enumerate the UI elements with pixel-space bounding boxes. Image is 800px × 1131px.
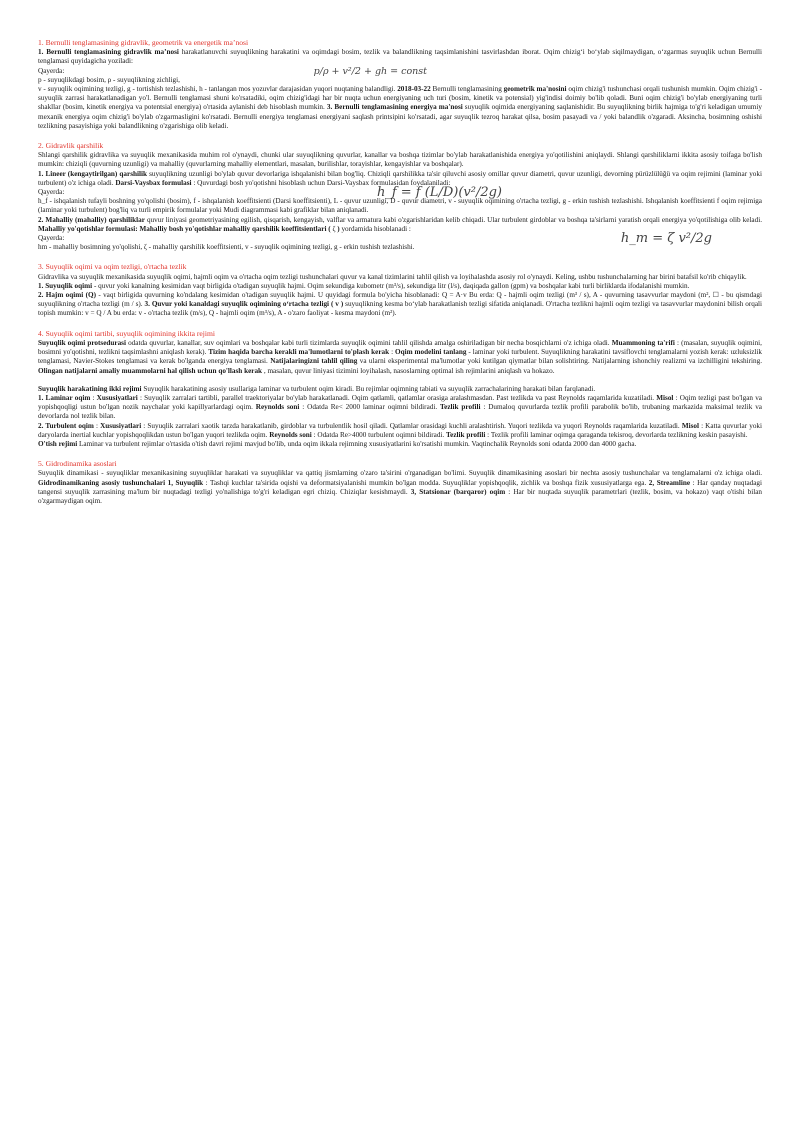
section-title: 5. Gidrodinamika asoslari xyxy=(38,459,117,469)
equation-row xyxy=(38,231,762,247)
paragraph: 2. Turbulent oqim : Xususiyatlari : Suyuqlik zarralari xaotik tarzda harakatlanib, girdoblar va turbulentlik hosil qiladi. Qatlamlar orasidagi kuchli aralashtirish. Yuqori tezlikda va yuqori Reynolds raqamlarida kuzatiladi. Misol : Katta quvurlar yoki daryolarda inertial kuchlar yopishqoqlikdan ustun bo'lgan yuqori tezlikda oqim. Reynolds soni : Odatda Re>4000 turbulent oqimni bildiradi. Tezlik profili : Tezlik profili laminar oqimga qaraganda tekisroq, devorlarda tezlikning keskin pasayishi. xyxy=(38,421,762,439)
paragraph: hm - mahalliy bosimning yo'qolishi, ζ - mahalliy qarshilik koeffitsienti, v - suyuqlik oqimining tezligi, g - erkin tushish tezlashishi. xyxy=(38,243,415,252)
section-bernoulli xyxy=(38,38,762,131)
paragraph: 1. Bernulli tenglamasining gidravlik ma’nosi harakatlanuvchi suyuqlikning harakatini va oqimdagi bosim, tezlik va balandlikning taqsimlanishini tasvirlashdan iborat. Oqim chizig‘i bo‘ylab siqilmaydigan, o‘zgarmas suyuqlik uchun Bernulli tenglamasi quyidagicha yoziladi: xyxy=(38,48,762,66)
equation-row xyxy=(38,67,762,76)
variables-line: p - suyuqlikdagi bosim, ρ - suyuqlikning zichligi, xyxy=(38,75,180,84)
bernoulli-equation: p/ρ + v²/2 + gh = const xyxy=(313,65,427,77)
document-page xyxy=(38,38,762,516)
section-title: 4. Suyuqlik oqimi tartibi, suyuqlik oqimining ikkita rejimi xyxy=(38,328,215,338)
paragraph: 1. Laminar oqim : Xususiyatlari : Suyuqlik zarralari tartibli, parallel traektoriyalar bo'ylab harakatlanadi. Oqim qatlamli, qatlamlar orasiga aralashmasdan. Past tezlikda va past Reynolds raqamlarida kuzatiladi. Misol : Oqim tezligi past bo'lgan va yopishqoqligi ustun bo'lgan nozik naychalar yoki kapillyarlardagi oqim. Reynolds soni : Odatda Re< 2000 laminar oqimni bildiradi. Tezlik profili : Dumaloq quvurlarda tezlik profili parabolik bo'lib, trubaning markazida maksimal tezlik va devorlarda nol tezlik bilan. xyxy=(38,393,762,421)
paragraph: v - suyuqlik oqimining tezligi, g - tortishish tezlashishi, h - tanlangan mos yozuvlar darajasidan yuqori nuqtaning balandligi. 2018-03-22 Bernulli tenglamasining geometrik ma'nosini oqim chizig'i tushunchasi orqali tushunish mumkin. Oqim chizig'i - suyuqlik zarrasi harakatlanadigan yo'l. Bernulli tenglamasi shuni ko'rsatadiki, oqim chizig'idagi har bir nuqta uchun energiyaning uch turi (bosim, kinetik va potensial) yig'indisi doimiy bo'lib qoladi. Buni oqim chizig'i bo'ylab energiyaning turli shakllar (bosim, kinetik energiya va potentsial energiya) o'rtasida aylanishi deb hisoblash mumkin. 3. Bernulli tenglamasining energiya ma'nosi suyuqlik oqimida energiyaning saqlanishidir. Bu suyuqlikning birlik hajmiga to'g'ri keladigan umumiy mexanik energiya oqim chizig'i bo'ylab o'zgarmasligini ko'rsatadi. Bernulli energiya tenglamasi energiyani saqlash printsipini ko'rsatadi, agar suyuqlik tezroq harakat qilsa, bosim pasayadi va / yoki balandlik o'zgaradi. Aksincha, bosimning oshishi tezlikning pasayishiga yoki balandlikning o'zgarishiga olib keladi. xyxy=(38,85,762,130)
paragraph: Shlangi qarshilik gidravlika va suyuqlik mexanikasida muhim rol o'ynaydi, chunki ular suyuqlikning quvurlar, kanallar va boshqa tizimlar bo'ylab harakatlanishida energiya yo'qotilishini aniqlaydi. Shlangi qarshiliklarni ikkita asosiy toifaga bo'lish mumkin: chiziqli (quvurning uzunligi) va mahalliy (quvurlarning mahalliy elementlari, masalan, burilishlar, torayishlar, kengayishlar va boshqalar). xyxy=(38,151,762,169)
paragraph: O'tish rejimi Laminar va turbulent rejimlar o'rtasida o'tish davri rejimi mavjud bo'lib, unda oqim ikkala rejimning xususiyatlarini ko'rsatishi mumkin. Vaqtinchalik Reynolds soni odatda 2000 dan 4000 gacha. xyxy=(38,439,637,448)
where-label: Qayerda: xyxy=(38,66,65,75)
paragraph: Suyuqlik dinamikasi - suyuqliklar mexanikasining suyuqliklar harakati va suyuqliklar va qattiq jismlarning o'zaro ta'sirini o'rganadigan bo'limi. Suyuqlik dinamikasining asoslari bir nechta asosiy tushunchalar va tenglamalarni o'z ichiga oladi. Gidrodinamikaning asosiy tushunchalari 1, Suyuqlik : Tashqi kuchlar ta'sirida oqishi va deformatsiyalanishi mumkin bo'lgan modda. Suyuqliklar yopishqoqlik, zichlik va boshqa fizik xususiyatlarga ega. 2, Streamline : Har qanday nuqtadagi tangensi suyuqlik zarrasining ma'lum bir nuqtadagi tezligi yo'nalishiga to'g'ri keladigan egri chiziq. Chiziqlar kesishmaydi. 3, Statsionar (barqaror) oqim : Har bir nuqtada suyuqlik parametrlari (tezlik, bosim, va hokazo) vaqt o'tishi bilan o'zgarmaydigan oqim. xyxy=(38,469,763,505)
paragraph: h_f - ishqalanish tufayli boshning yo'qolishi (bosim), f - ishqalanish koeffitsienti (Darsi koeffitsienti), L - quvur uzunligi, D - quvur diametri, v - suyuqlik oqimining o'rtacha tezligi, g - erkin tushish tezlashishi. Ishqalanish koeffitsienti f oqim rejimiga (laminar yoki turbulent) bog'liq va turli empirik formulalar yoki Mudi diagrammasi kabi grafiklar bilan aniqlanadi. xyxy=(38,197,762,215)
local-loss-equation: h_m = ζ v²/2g xyxy=(620,231,712,247)
darcy-weisbach-equation: h_f = f (L/D)(v²/2g) xyxy=(376,185,502,201)
equation-row xyxy=(38,185,762,201)
where-label: Qayerda: xyxy=(38,234,65,243)
where-label: Qayerda: xyxy=(38,188,65,197)
section-flow-regimes xyxy=(38,329,762,449)
section-hydrodynamics xyxy=(38,459,762,506)
paragraph: Gidravlika va suyuqlik mexanikasida suyuqlik oqimi, hajmli oqim va o'rtacha oqim tezligi tushunchalari quvur va kanal tizimlarini tahlil qilish va loyihalashda asosiy rol o'ynaydi. Keling, ushbu tushunchalarning har birini batafsil ko'rib chiqaylik. xyxy=(38,272,747,281)
paragraph: Suyuqlik harakatining ikki rejimi Suyuqlik harakatining asosiy usullariga laminar va turbulent oqim kiradi. Bu rejimlar oqimning tabiati va suyuqlik zarrachalarining harakati bilan farqlanadi. xyxy=(38,384,596,393)
section-title: 2. Gidravlik qarshilik xyxy=(38,141,104,151)
paragraph: 2. Mahalliy (mahalliy) qarshiliklar quvur liniyasi geometriyasining egilish, qisqarish, kengayish, valflar va armatura kabi o'zgarishlaridan kelib chiqadi. Ular turbulent girdoblar va boshqa ta'sirlarni yaratish orqali energiya yo'qotilishiga olib keladi. Mahalliy yo'qotishlar formulasi: Mahalliy bosh yo'qotishlar mahalliy qarshilik koeffitsientlari ( ζ ) yordamida hisoblanadi : xyxy=(38,215,762,233)
paragraph: 1. Suyuqlik oqimi - quvur yoki kanalning kesimidan vaqt birligida o'tadigan suyuqlik hajmi. Oqim sekundiga kubometr (m³/s), sekundiga litr (l/s), daqiqada gallon (gpm) va boshqalar kabi turli birliklarda ifodalanishi mumkin. xyxy=(38,281,690,290)
section-flow-rate xyxy=(38,262,762,318)
paragraph: 2. Hajm oqimi (Q) - vaqt birligida quvurning ko'ndalang kesimidan o'tadigan suyuqlik hajmi. U quyidagi formula bo'yicha hisoblanadi: Q = A·v Bu erda: Q - hajmli oqim tezligi (m³ / s), A - quvurning tasavvurlar maydoni (m², ☐ - bu qismdagi suyuqlikning o'rtacha tezligi (m / s). 3. Quvur yoki kanaldagi suyuqlik oqimining o‘rtacha tezligi ( v ) suyuqlikning kesma bo‘ylab harakatlanish tezligi sifatida aniqlanadi. O'rtacha tezlikni hajmli oqim tezligi va tasavvurlar maydonini bilish orqali topish mumkin: v = Q / A bu erda: v - o'rtacha tezlik (m/s), Q - hajmli oqim (m³/s), A - o'zaro faoliyat - kesma maydoni (m²). xyxy=(38,291,763,318)
section-hydraulic-resistance xyxy=(38,141,762,252)
section-title: 1. Bernulli tenglamasining gidravlik, geometrik va energetik ma’nosi xyxy=(38,38,249,47)
paragraph: 1. Lineer (kengaytirilgan) qarshilik suyuqlikning uzunligi bo'ylab quvur devorlariga ishqalanishi bilan bog'liq. Chiziqli qarshilikka ta'sir qiluvchi asosiy omillar quvur diametri, quvur uzunligi, devorning pürüzlülüğü va oqim rejimini (laminar yoki turbulent) o'z ichiga oladi. Darsi-Vaysbax formulasi : Quvurdagi bosh yo'qotishni hisoblash uchun Darsi-Vaysbax formulasidan foydalaniladi: xyxy=(38,169,762,187)
section-title: 3. Suyuqlik oqimi va oqim tezligi, o'rtacha tezlik xyxy=(38,262,187,272)
paragraph: Suyuqlik oqimi protsedurasi odatda quvurlar, kanallar, suv oqimlari va boshqalar kabi turli tizimlarda suyuqlik oqimini tahlil qilishda amalga oshiriladigan bir necha bosqichlarni o'z ichiga oladi. Muammoning ta'rifi : (masalan, suyuqlik oqimini, bosimni yo'qotishni, tezlikni taqsimlashni aniqlash kerak). Tizim haqida barcha kerakli ma'lumotlarni to'plash kerak : Oqim modelini tanlang - laminar yoki turbulent. Suyuqlikning harakatini tavsiflovchi tenglamalarni yozish kerak: uzluksizlik tenglamasi, Navier-Stokes tenglamasi va kerak bo'lganda energiya tenglamasi. Natijalaringizni tahlil qiling va ularni eksperimental ma'lumotlar yoki kutilgan qiymatlar bilan solishtiring. Natijalarning ishonchiy realizmi va izchilligini tekshiring. Olingan natijalarni amaliy muammolarni hal qilish uchun qo'llash kerak , masalan, quvur liniyasi tizimini loyihalash, nasoslarning optimal ish rejimlarini aniqlash va hokazo. xyxy=(38,338,762,375)
